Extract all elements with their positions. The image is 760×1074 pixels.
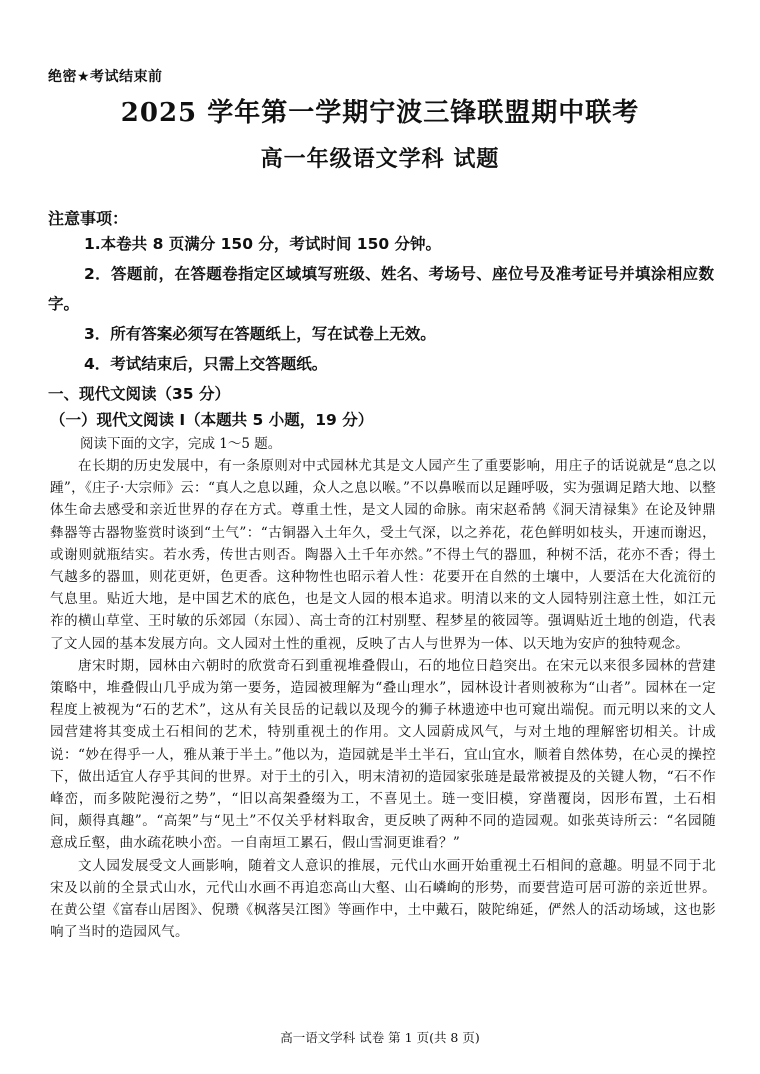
exam-subtitle: 高一年级语文学科 试题 — [260, 146, 500, 172]
notice-item-3: 3．所有答案必须写在答题纸上，写在试卷上无效。 — [84, 325, 436, 343]
notice-list — [48, 229, 714, 379]
reading-passage — [50, 455, 716, 943]
passage-paragraph-1: 在长期的历史发展中，有一条原则对中式园林尤其是文人园产生了重要影响，用庄子的话说就是“息之以踵”，《庄子·大宗师》云：“真人之息以踵，众人之息以喉。”不以鼻喉而以足踵呼吸，实为强调足踏大地、以整体生命去感受和亲近世界的存在方式。尊重土性，是文人园的命脉。南宋赵希鹄《洞天清禄集》在论及钟鼎彝器等古器物鉴赏时谈到“土气”：“古铜器入土年久，受土气深，以之养花，花色鲜明如枝头，开速而谢迟，或谢则就瓶结实。若水秀，传世古则否。陶器入土千年亦然。”不得土气的器皿，种树不活，花亦不香；得土气越多的器皿，则花更妍，色更香。这种物性也昭示着人性：花要开在自然的土壤中，人要活在大化流衍的气息里。贴近大地，是中国艺术的底色，也是文人园的根本追求。明清以来的文人园特别注意土性，如江元祚的横山草堂、王时敏的乐郊园（东园）、高士奇的江村别墅、程梦星的筱园等。强调贴近土地的创造，代表了文人园的基本发展方向。文人园对土性的重视，反映了古人与世界为一体、以天地为安庐的独特观念。 — [50, 458, 716, 652]
reading-instruction: 阅读下面的文字，完成 1～5 题。 — [80, 436, 282, 452]
notice-heading: 注意事项： — [48, 209, 129, 228]
secret-label: 绝密★考试结束前 — [48, 69, 163, 85]
notice-item-4: 4．考试结束后，只需上交答题纸。 — [84, 355, 328, 373]
page-footer: 高一语文学科 试卷 第 1 页(共 8 页) — [280, 1030, 480, 1045]
section-heading: 一、现代文阅读（35 分） — [48, 385, 230, 403]
notice-item-2: 2．答题前，在答题卷指定区域填写班级、姓名、考场号、座位号及准考证号并填涂相应数字。 — [48, 265, 714, 313]
notice-item-1: 1.本卷共 8 页满分 150 分，考试时间 150 分钟。 — [84, 235, 442, 253]
exam-title: 2025 学年第一学期宁波三锋联盟期中联考 — [120, 98, 640, 128]
passage-paragraph-3: 文人园发展受文人画影响，随着文人意识的推展，元代山水画开始重视土石相间的意趣。明显不同于北宋及以前的全景式山水，元代山水画不再追恋高山大壑、山石嶙峋的形势，而要营造可居可游的亲近世界。在黄公望《富春山居图》、倪瓒《枫落吴江图》等画作中，土中戴石，陂陀绵延，俨然人的活动场域，这也影响了当时的造园风气。 — [50, 857, 716, 941]
passage-paragraph-2: 唐宋时期，园林由六朝时的欣赏奇石到重视堆叠假山，石的地位日趋突出。在宋元以来很多园林的营建策略中，堆叠假山几乎成为第一要务，造园被理解为“叠山理水”，园林设计者则被称为“山者”。园林在一定程度上被视为“石的艺术”，这从有关艮岳的记载以及现今的狮子林遗迹中也可窥出端倪。而元明以来的文人园营建将其变成土石相间的艺术，特别重视土的作用。文人园蔚成风气，与对土地的理解密切相关。计成说：“妙在得乎一人，雅从兼于半土。”他以为，造园就是半土半石，宜山宜水，顺着自然体势，在心灵的操控下，做出适宜人存乎其间的世界。对于土的引入，明末清初的造园家张琏是最常被提及的关键人物，“石不作峰峦，而多陂陀漫衍之势”，“旧以高架叠缀为工，不喜见土。琏一变旧模，穿凿覆岗，因形布置，土石相间，颇得真趣”。“高架”与“见土”不仅关乎材料取舍，更反映了两种不同的造园观。如张英诗所云：“名园随意成丘壑，曲水疏花映小峦。一自南垣工累石，假山雪洞更谁看？” — [50, 657, 716, 852]
subsection-heading: （一）现代文阅读 I（本题共 5 小题，19 分） — [50, 411, 374, 429]
